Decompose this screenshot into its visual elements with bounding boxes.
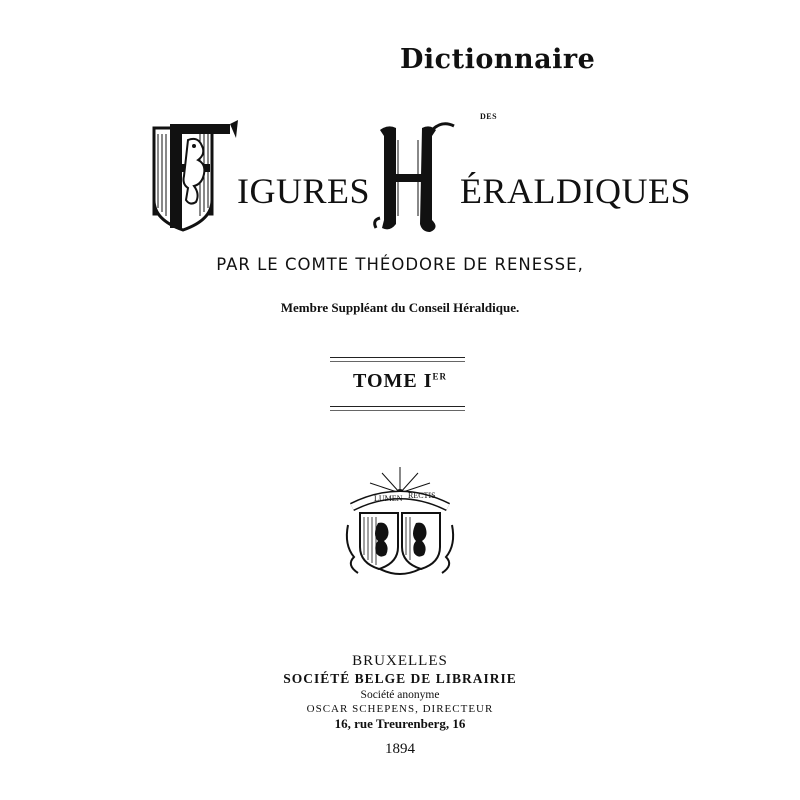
divider-bottom <box>330 406 465 407</box>
heraldic-emblem-icon <box>340 465 460 580</box>
imprint-city: BRUXELLES <box>352 653 448 669</box>
member-line: Membre Suppléant du Conseil Héraldique. <box>280 300 520 315</box>
imprint-publisher: SOCIÉTÉ BELGE DE LIBRAIRIE <box>283 671 517 686</box>
imprint-society-type: Société anonyme <box>360 689 440 701</box>
motto-left: LUMEN <box>374 494 403 503</box>
initial-h-icon <box>370 120 462 236</box>
imprint-director: OSCAR SCHEPENS, DIRECTEUR <box>306 703 494 715</box>
imprint-year: 1894 <box>385 741 415 757</box>
initial-f-shield-icon <box>150 120 242 236</box>
divider-top <box>330 357 465 358</box>
volume-suffix: ER <box>432 371 448 382</box>
author-line: PAR LE COMTE THÉODORE DE RENESSE, <box>216 255 584 274</box>
title-heraldiques: ÉRALDIQUES <box>460 171 691 211</box>
divider-top-thin <box>330 361 465 362</box>
volume-text: TOME I <box>352 370 433 392</box>
motto-right: RECTIS <box>408 491 436 500</box>
imprint-address: 16, rue Treurenberg, 16 <box>334 716 466 731</box>
divider-bottom-thin <box>330 410 465 411</box>
volume-label <box>300 370 500 393</box>
des-word: DES <box>480 112 498 121</box>
title-figures: IGURES <box>237 171 371 211</box>
dictionnaire-heading: Dictionnaire <box>400 44 596 75</box>
